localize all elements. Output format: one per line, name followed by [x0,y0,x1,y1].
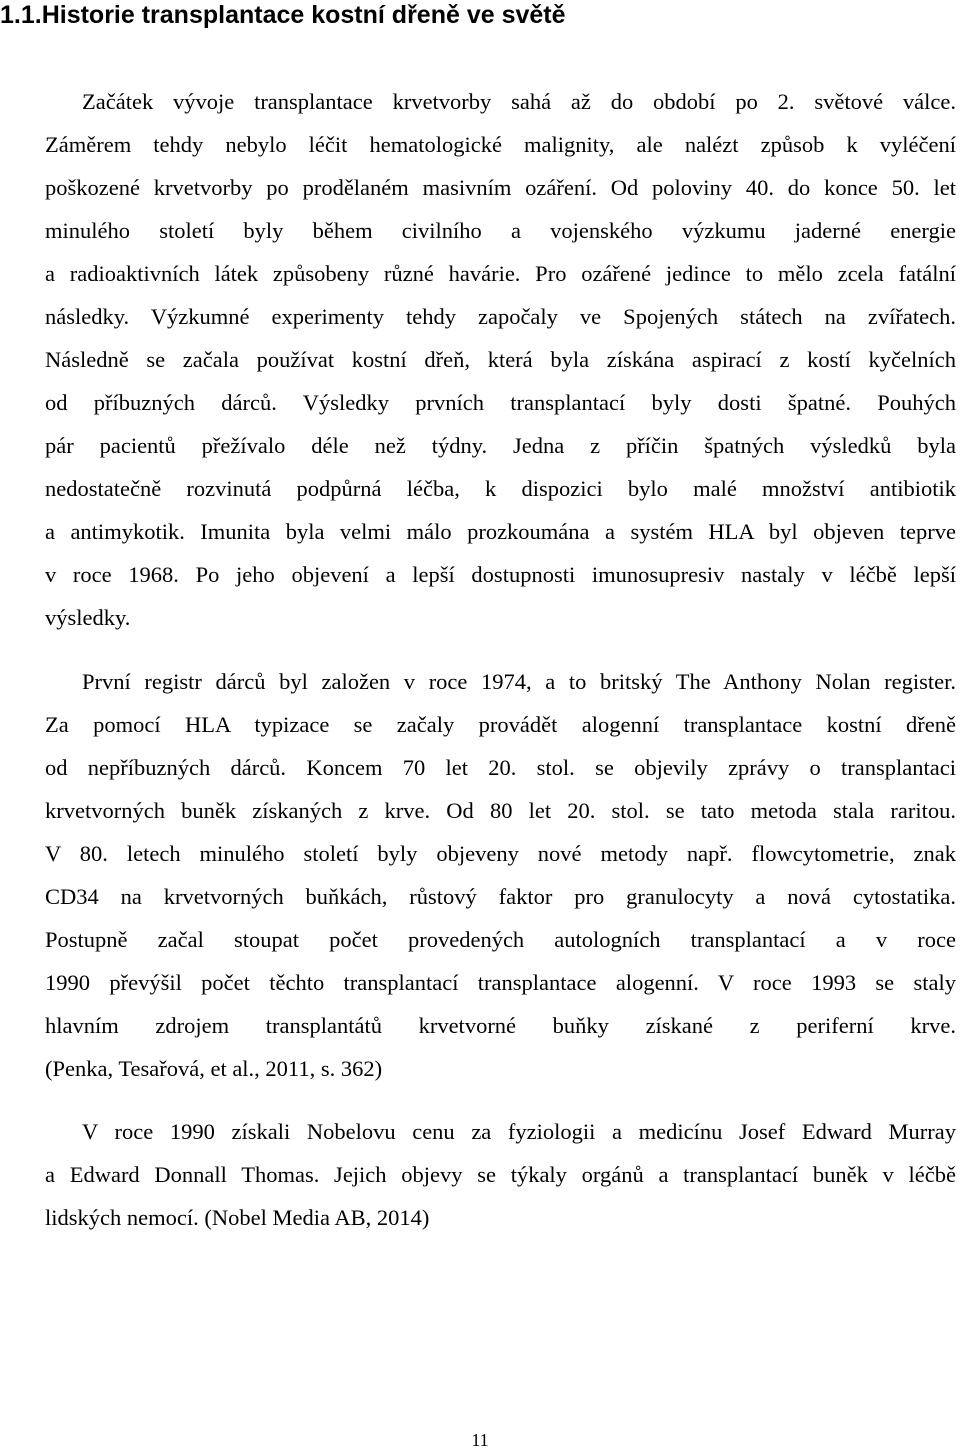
text-line: Záměrem tehdy nebylo léčit hematologické malignity, ale nalézt způsob k vyléčení [45,132,956,157]
text-line: V roce 1990 získali Nobelovu cenu za fyziologii a medicínu Josef Edward Murray [82,1119,956,1144]
text-line: hlavním zdrojem transplantátů krvetvorné buňky získané z periferní krve. [45,1013,956,1038]
text-line: V 80. letech minulého století byly objeveny nové metody např. flowcytometrie, znak [45,841,956,866]
text-line: pár pacientů přežívalo déle než týdny. Jedna z příčin špatných výsledků byla [45,433,956,458]
text-line: Začátek vývoje transplantace krvetvorby sahá až do období po 2. světové válce. [82,89,956,114]
page-number: 11 [471,1430,489,1450]
text-line: výsledky. [45,605,131,630]
text-line: a Edward Donnall Thomas. Jejich objevy se týkaly orgánů a transplantací buněk v léčbě [45,1162,956,1187]
text-line: CD34 na krvetvorných buňkách, růstový faktor pro granulocyty a nová cytostatika. [45,884,956,909]
text-line: lidských nemocí. (Nobel Media AB, 2014) [45,1205,430,1230]
text-line: nedostatečně rozvinutá podpůrná léčba, k dispozici bylo malé množství antibiotik [45,476,956,501]
paragraph-history-intro [45,80,956,639]
text-line: a antimykotik. Imunita byla velmi málo prozkoumána a systém HLA byl objeven teprve [45,519,956,544]
text-line: následky. Výzkumné experimenty tehdy započaly ve Spojených státech na zvířatech. [45,304,956,329]
text-line: poškozené krvetvorby po prodělaném masivním ozáření. Od poloviny 40. do konce 50. let [45,175,956,200]
text-line: 1990 převýšil počet těchto transplantací transplantace alogenní. V roce 1993 se staly [45,970,956,995]
paragraph-donor-registry [45,660,956,1090]
text-line: a radioaktivních látek způsobeny různé havárie. Pro ozářené jedince to mělo zcela fatální [45,261,956,286]
text-line: Za pomocí HLA typizace se začaly provádět alogenní transplantace kostní dřeně [45,712,956,737]
text-line: Postupně začal stoupat počet provedených autologních transplantací a v roce [45,927,956,952]
text-line: v roce 1968. Po jeho objevení a lepší dostupnosti imunosupresiv nastaly v léčbě lepší [45,562,956,587]
text-line: minulého století byly během civilního a vojenského výzkumu jaderné energie [45,218,956,243]
text-line: Následně se začala používat kostní dřeň, která byla získána aspirací z kostí kyčelních [45,347,956,372]
text-line: od příbuzných dárců. Výsledky prvních transplantací byly dosti špatné. Pouhých [45,390,956,415]
paragraph-nobel-prize [45,1110,956,1239]
text-line: (Penka, Tesařová, et al., 2011, s. 362) [45,1056,383,1081]
text-line: krvetvorných buněk získaných z krve. Od 80 let 20. stol. se tato metoda stala raritou. [45,798,956,823]
text-line: První registr dárců byl založen v roce 1974, a to britský The Anthony Nolan register. [82,669,956,694]
text-line: od nepříbuzných dárců. Koncem 70 let 20. stol. se objevily zprávy o transplantaci [45,755,956,780]
section-heading: 1.1.Historie transplantace kostní dřeně ve světě [0,1,566,29]
